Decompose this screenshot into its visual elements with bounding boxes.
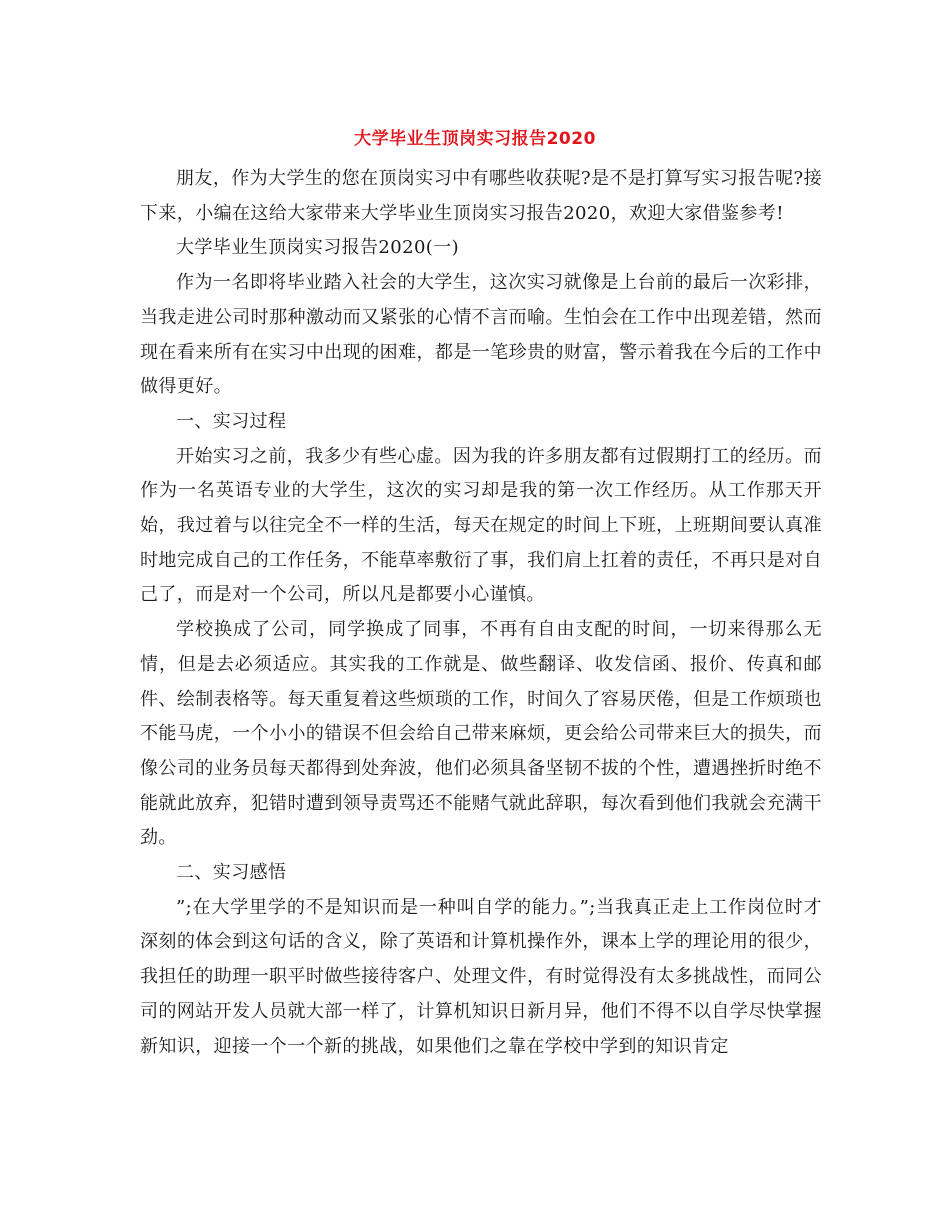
paragraph-process-1: 开始实习之前，我多少有些心虚。因为我的许多朋友都有过假期打工的经历。而作为一名英语专业的大学生，这次的实习却是我的第一次工作经历。从工作那天开始，我过着与以往完全不一样的生活，每天在规定的时间上下班，上班期间要认真准时地完成自己的工作任务，不能草率敷衍了事，我们肩上扛着的责任，不再只是对自己了，而是对一个公司，所以凡是都要小心谨慎。: [140, 445, 822, 606]
document-title: 大学毕业生顶岗实习报告2020: [354, 129, 596, 149]
section-heading-process: 一、实习过程: [176, 410, 287, 432]
document-body: [140, 162, 822, 1064]
paragraph-insights-1: ”;在大学里学的不是知识而是一种叫自学的能力。”;当我真正走上工作岗位时才深刻的体会到这句话的含义，除了英语和计算机操作外，课本上学的理论用的很少，我担任的助理一职平时做些接待客户、处理文件，有时觉得没有太多挑战性，而同公司的网站开发人员就大部一样了，计算机知识日新月异，他们不得不以自学尽快掌握新知识，迎接一个一个新的挑战，如果他们之靠在学校中学到的知识肯定: [140, 896, 822, 1057]
section-heading-report-one: 大学毕业生顶岗实习报告2020(一): [176, 237, 460, 259]
paragraph-intro: 朋友，作为大学生的您在顶岗实习中有哪些收获呢?是不是打算写实习报告呢?接下来，小编在这给大家带来大学毕业生顶岗实习报告2020，欢迎大家借鉴参考!: [140, 168, 822, 224]
paragraph-opening: 作为一名即将毕业踏入社会的大学生，这次实习就像是上台前的最后一次彩排，当我走进公司时那种激动而又紧张的心情不言而喻。生怕会在工作中出现差错，然而现在看来所有在实习中出现的困难，都是一笔珍贵的财富，警示着我在今后的工作中做得更好。: [140, 272, 822, 398]
paragraph-process-2: 学校换成了公司，同学换成了同事，不再有自由支配的时间，一切来得那么无情，但是去必须适应。其实我的工作就是、做些翻译、收发信函、报价、传真和邮件、绘制表格等。每天重复着这些烦琐的工作，时间久了容易厌倦，但是工作烦琐也不能马虎，一个小小的错误不但会给自己带来麻烦，更会给公司带来巨大的损失，而像公司的业务员每天都得到处奔波，他们必须具备坚韧不拔的个性，遭遇挫折时绝不能就此放弃，犯错时遭到领导责骂还不能赌气就此辞职，每次看到他们我就会充满干劲。: [140, 619, 822, 849]
section-heading-insights: 二、实习感悟: [176, 862, 287, 884]
